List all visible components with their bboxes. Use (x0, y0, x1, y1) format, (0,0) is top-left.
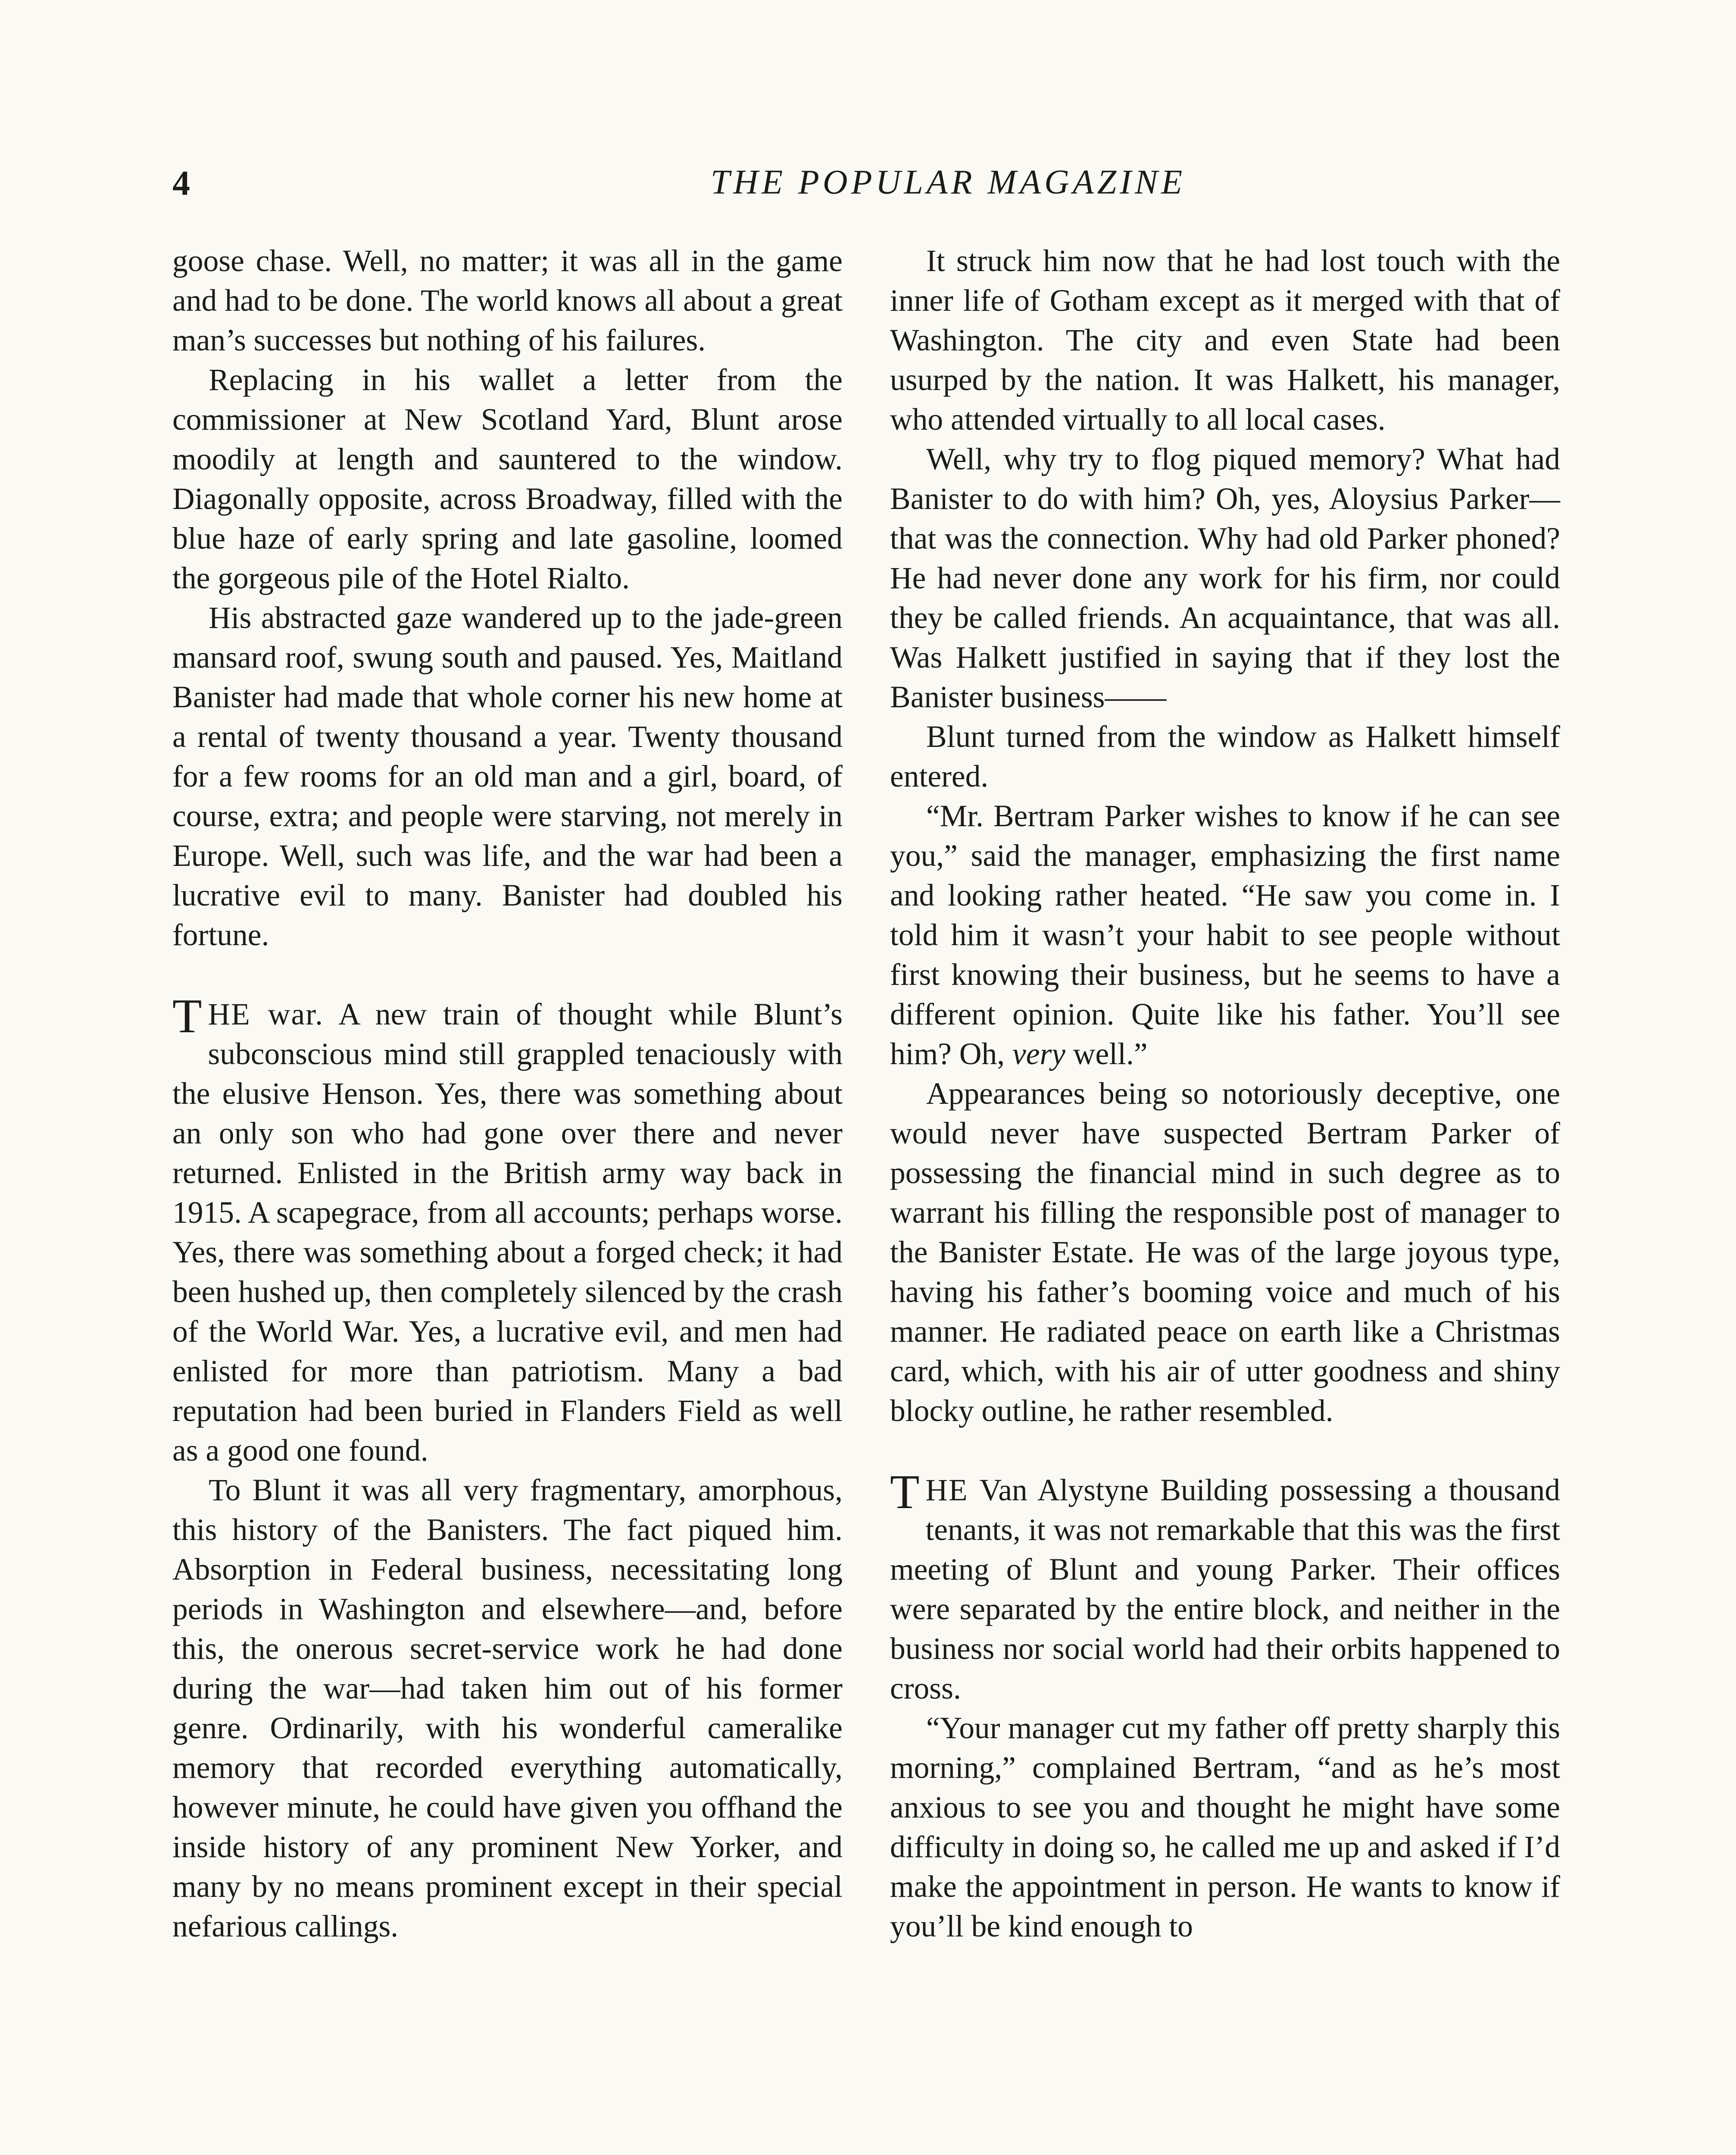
running-title: THE POPULAR MAGAZINE (710, 163, 1186, 201)
paragraph: Replacing in his wallet a letter from the commissioner at New Scotland Yard, Blunt arose moodily at length and sauntered to the window. Diagonally opposite, across Broadway, filled with the blue haze of early spring and late gasoline, loomed the gorgeous pile of the Hotel Rialto. (172, 363, 843, 595)
section-paragraph (172, 990, 843, 1471)
paragraph-text: A new train of thought while Blunt’s subconscious mind still grappled tenaciously with the elusive Henson. Yes, there was something about an only son who had gone over there and never returned. Enlisted in the British army way back in 1915. A scapegrace, from all accounts; perhaps worse. Yes, there was something about a forged check; it had been hushed up, then completely silenced by the crash of the World War. Yes, a lucrative evil, and men had enlisted for more than patriotism. Many a bad reputation had been buried in Flanders Field as well as a good one found. (172, 997, 843, 1468)
paragraph: Appearances being so notoriously deceptive, one would never have suspected Bertram Parker of possessing the financial mind in such degree as to warrant his filling the responsible post of manager to the Banister Estate. He was of the large joyous type, having his father’s booming voice and much of his manner. He radiated peace on earth like a Christmas card, which, with his air of utter goodness and shiny blocky outline, he rather resembled. (890, 1077, 1560, 1428)
page-number: 4 (172, 163, 190, 203)
emphasis: very (1012, 1037, 1066, 1071)
paragraph: goose chase. Well, no matter; it was all in the game and had to be done. The world knows all about a great man’s successes but nothing of his failures. (172, 244, 843, 357)
paragraph-text: Van Alystyne Building possessing a thousand tenants, it was not remarkable that this was the first meeting of Blunt and young Parker. Their offices were separated by the entire block, and neither in the business nor social world had their orbits happened to cross. (890, 1473, 1560, 1705)
paragraph: “Your manager cut my father off pretty sharply this morning,” complained Bertram, “and as he’s most anxious to see you and thought he might have some difficulty in doing so, he called me up and asked if I’d make the appointment in person. He wants to know if you’ll be kind enough to (890, 1711, 1560, 1943)
paragraph-text: “Mr. Bertram Parker wishes to know if he can see you,” said the manager, emphasizing the first name and looking rather heated. “He saw you come in. I told him it wasn’t your habit to see people without first knowing their business, but he seems to have a different opinion. Quite like his father. You’ll see him? Oh, (890, 799, 1560, 1071)
paragraph: It struck him now that he had lost touch with the inner life of Gotham except as it merged with that of Washington. The city and even State had been usurped by the nation. It was Halkett, his manager, who attended virtually to all local cases. (890, 244, 1560, 437)
drop-cap: T (172, 990, 202, 1043)
drop-cap: T (890, 1465, 920, 1519)
paragraph-text: well.” (1065, 1037, 1148, 1071)
paragraph: His abstracted gaze wandered up to the jade-green mansard roof, swung south and paused. Yes, Maitland Banister had made that whole corner his new home at a rental of twenty thousand a year. Twenty thousand for a few rooms for an old man and a girl, board, of course, extra; and people were starving, not merely in Europe. Well, such was life, and the war had been a lucrative evil to many. Banister had doubled his fortune. (172, 601, 843, 952)
paragraph: Well, why try to flog piqued memory? What had Banister to do with him? Oh, yes, Aloysius Parker—that was the connection. Why had old Parker phoned? He had never done any work for his firm, nor could they be called friends. An acquaintance, that was all. Was Halkett justified in saying that if they lost the Banister business—— (890, 442, 1560, 714)
paragraph (890, 796, 1560, 1074)
left-column (172, 241, 843, 1946)
right-column (890, 241, 1560, 1946)
paragraph: Blunt turned from the window as Halkett himself entered. (890, 720, 1560, 793)
section-paragraph (890, 1465, 1560, 1708)
section-lead: HE war. (208, 997, 324, 1031)
section-lead: HE (925, 1473, 968, 1507)
paragraph: To Blunt it was all very fragmentary, amorphous, this history of the Banisters. The fact piqued him. Absorption in Federal business, necessitating long periods in Washington and elsewhere—and, before this, the onerous secret-service work he had done during the war—had taken him out of his former genre. Ordinarily, with his wonderful cameralike memory that recorded everything automatically, however minute, he could have given you offhand the inside history of any prominent New Yorker, and many by no means prominent except in their special nefarious callings. (172, 1473, 843, 1943)
